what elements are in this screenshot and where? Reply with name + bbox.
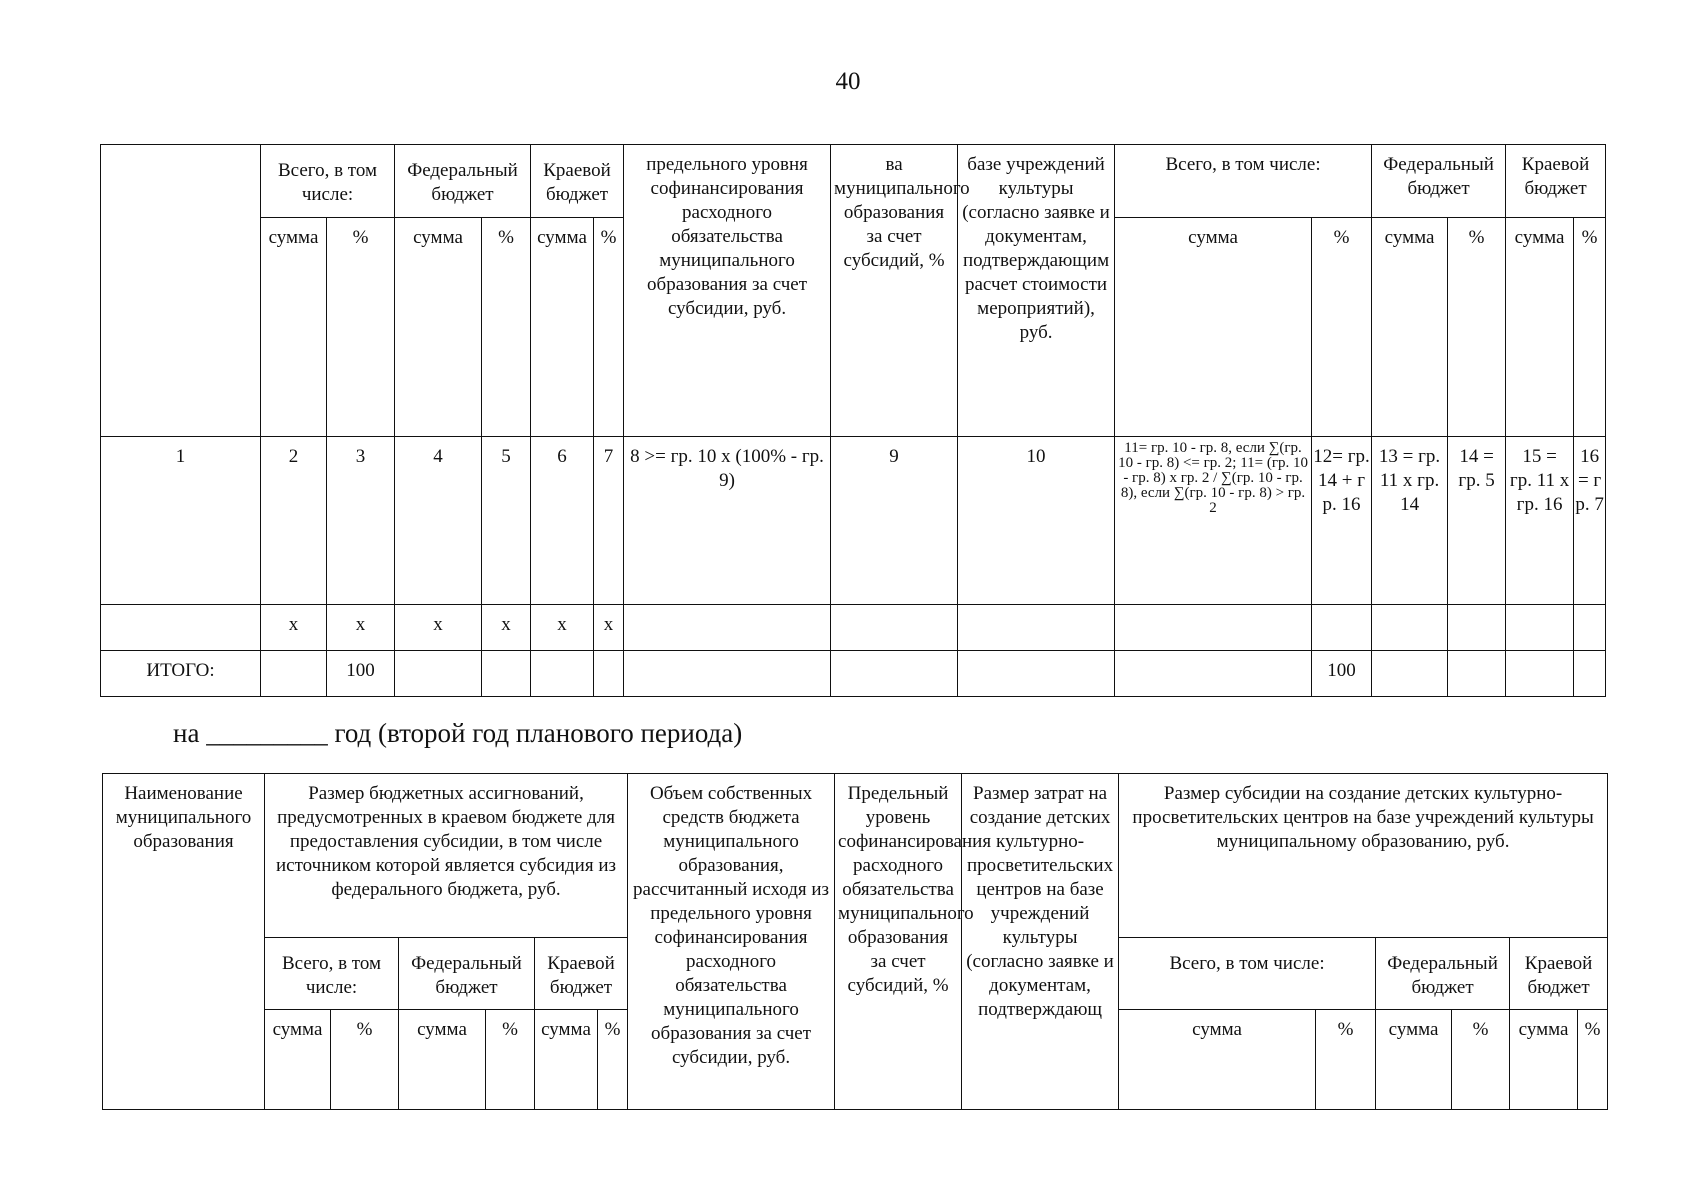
empty-cell (1115, 605, 1312, 651)
empty-cell (831, 605, 958, 651)
column-formula: 11= гр. 10 - гр. 8, если ∑(гр. 10 - гр. 8) <= гр. 2; 11= (гр. 10 - гр. 8) x гр. 2 / ∑(гр. 10 - гр. 8), если ∑(гр. 10 - гр. 8) > гр. 2 (1115, 437, 1312, 605)
x-mark: x (482, 605, 531, 651)
section-subtitle (173, 718, 742, 749)
column-number: 2 (261, 437, 327, 605)
header-subsidy-federal: Федеральный бюджет (1376, 938, 1510, 1010)
empty-cell (531, 651, 594, 697)
empty-cell (1574, 605, 1606, 651)
x-mark: x (395, 605, 482, 651)
header-cofinancing-level: Предельный уровень софинансирования расходного обязательства муниципального образования за счет субсидий, % (835, 774, 962, 1110)
empty-cell (831, 651, 958, 697)
column-number: 5 (482, 437, 531, 605)
header-municipality-name: Наименование муниципального образования (103, 774, 265, 1110)
header-costs: базе учреждений культуры (согласно заявке и документам, подтверждающим расчет стоимости мероприятий), руб. (958, 145, 1115, 437)
subheader-percent: % (486, 1010, 535, 1110)
header-regional: Краевой бюджет (531, 145, 624, 218)
column-formula: 15 = гр. 11 x гр. 16 (1506, 437, 1574, 605)
empty-cell (1506, 651, 1574, 697)
empty-cell (1372, 651, 1448, 697)
column-number: 10 (958, 437, 1115, 605)
header-cofinancing-level: ва муниципального образования за счет субсидий, % (831, 145, 958, 437)
empty-cell (1372, 605, 1448, 651)
subheader-sum: сумма (1119, 1010, 1316, 1110)
header-total: Всего, в том числе: (261, 145, 395, 218)
column-formula: 13 = гр. 11 x гр. 14 (1372, 437, 1448, 605)
subtitle-text: год (второй год планового периода) (334, 718, 743, 748)
subheader-percent: % (598, 1010, 628, 1110)
header-regional: Краевой бюджет (535, 938, 628, 1010)
column-number: 1 (101, 437, 261, 605)
total-percent: 100 (327, 651, 395, 697)
subheader-sum: сумма (399, 1010, 486, 1110)
subheader-sum: сумма (261, 218, 327, 437)
header-federal: Федеральный бюджет (395, 145, 531, 218)
subheader-sum: сумма (1376, 1010, 1452, 1110)
x-mark: x (594, 605, 624, 651)
subheader-sum: сумма (1510, 1010, 1578, 1110)
header-subsidy-federal: Федеральный бюджет (1372, 145, 1506, 218)
empty-cell (958, 651, 1115, 697)
header-total: Всего, в том числе: (265, 938, 399, 1010)
column-number: 7 (594, 437, 624, 605)
empty-cell (1115, 651, 1312, 697)
subsidy-table-continued (100, 144, 1606, 697)
header-allocations: Размер бюджетных ассигнований, предусмотренных в краевом бюджете для предоставления субсидии, в том числе источником которой является субсидия из федерального бюджета, руб. (265, 774, 628, 938)
empty-cell (1448, 605, 1506, 651)
column-number: 9 (831, 437, 958, 605)
header-own-funds: предельного уровня софинансирования расходного обязательства муниципального образования за счет субсидии, руб. (624, 145, 831, 437)
x-mark: x (261, 605, 327, 651)
column-formula: 14 = гр. 5 (1448, 437, 1506, 605)
subheader-percent: % (1316, 1010, 1376, 1110)
header-own-funds: Объем собственных средств бюджета муниципального образования, рассчитанный исходя из предельного уровня софинансирования расходного обязательства муниципального образования за счет субсидии, руб. (628, 774, 835, 1110)
header-subsidy-total: Всего, в том числе: (1115, 145, 1372, 218)
column-formula: 8 >= гр. 10 x (100% - гр. 9) (624, 437, 831, 605)
x-mark: x (327, 605, 395, 651)
subheader-percent: % (1312, 218, 1372, 437)
empty-cell (1448, 651, 1506, 697)
subheader-sum: сумма (1506, 218, 1574, 437)
column-number: 3 (327, 437, 395, 605)
empty-cell (1506, 605, 1574, 651)
subheader-sum: сумма (265, 1010, 331, 1110)
header-federal: Федеральный бюджет (399, 938, 535, 1010)
year-blank: _________ (206, 718, 328, 748)
empty-cell (395, 651, 482, 697)
subtitle-prefix: на (173, 718, 200, 748)
column-number: 6 (531, 437, 594, 605)
empty-cell (482, 651, 531, 697)
header-subsidy-total: Всего, в том числе: (1119, 938, 1376, 1010)
column-formula: 12= гр. 14 + гр. 16 (1312, 437, 1372, 605)
header-subsidy-regional: Краевой бюджет (1506, 145, 1606, 218)
subheader-sum: сумма (531, 218, 594, 437)
empty-cell (624, 605, 831, 651)
column-number: 4 (395, 437, 482, 605)
subheader-percent: % (1574, 218, 1606, 437)
total-label: ИТОГО: (101, 651, 261, 697)
subheader-sum: сумма (1115, 218, 1312, 437)
subheader-sum: сумма (1372, 218, 1448, 437)
header-costs: Размер затрат на создание детских культурно-просветительских центров на базе учреждений культуры (согласно заявке и документам, подтверждающ (962, 774, 1119, 1110)
empty-cell (1312, 605, 1372, 651)
header-subsidy: Размер субсидии на создание детских культурно-просветительских центров на базе учреждений культуры муниципальному образованию, руб. (1119, 774, 1608, 938)
column-formula: 16 = гр. 7 (1574, 437, 1606, 605)
empty-cell (624, 651, 831, 697)
header-name-cell (101, 145, 261, 437)
subheader-percent: % (594, 218, 624, 437)
subheader-percent: % (331, 1010, 399, 1110)
page-number: 40 (835, 68, 861, 95)
empty-cell (1574, 651, 1606, 697)
subheader-percent: % (1452, 1010, 1510, 1110)
total-percent: 100 (1312, 651, 1372, 697)
subheader-percent: % (327, 218, 395, 437)
subheader-percent: % (1448, 218, 1506, 437)
subheader-percent: % (1578, 1010, 1608, 1110)
subheader-sum: сумма (395, 218, 482, 437)
empty-cell (261, 651, 327, 697)
subsidy-table-second-year (102, 773, 1608, 1110)
subheader-percent: % (482, 218, 531, 437)
subheader-sum: сумма (535, 1010, 598, 1110)
empty-cell (101, 605, 261, 651)
empty-cell (958, 605, 1115, 651)
header-subsidy-regional: Краевой бюджет (1510, 938, 1608, 1010)
empty-cell (594, 651, 624, 697)
x-mark: x (531, 605, 594, 651)
